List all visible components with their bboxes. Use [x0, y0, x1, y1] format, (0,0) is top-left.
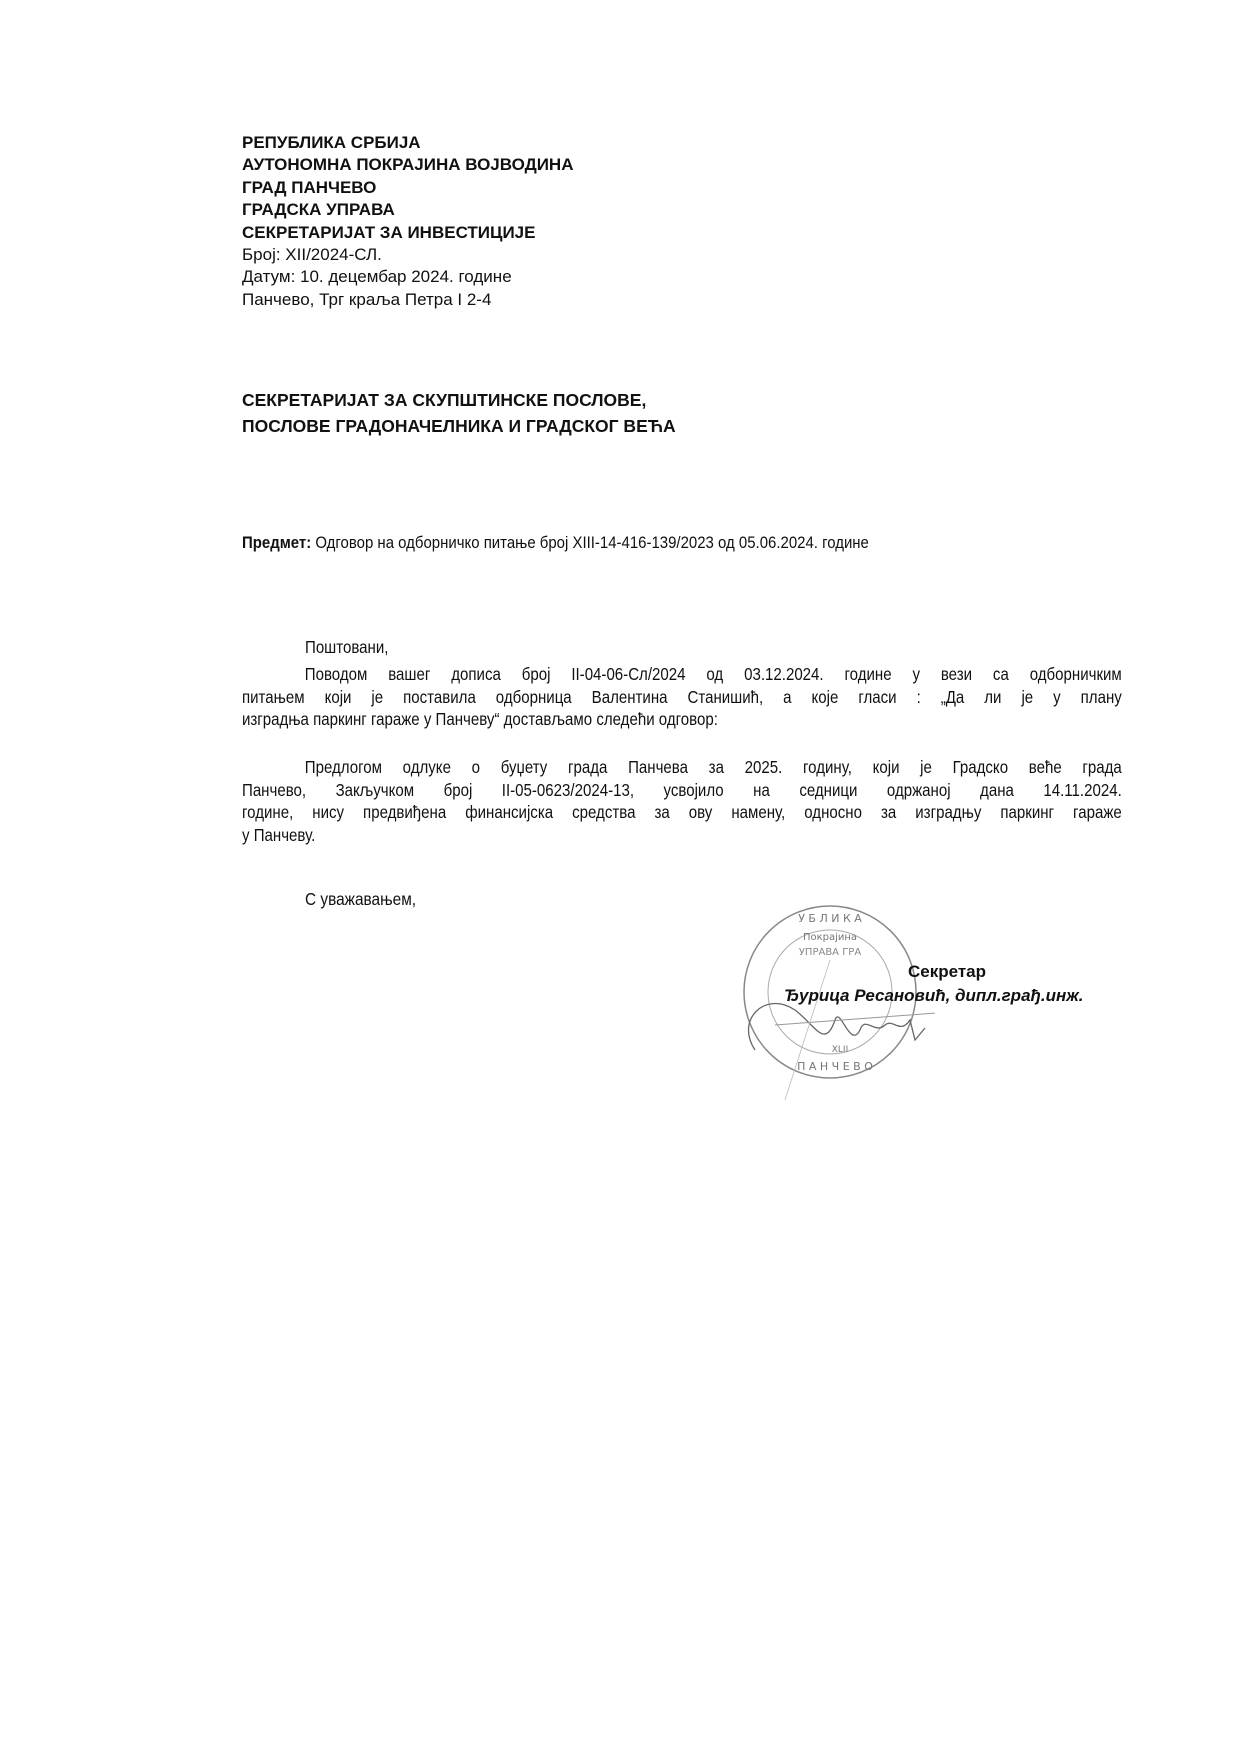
greeting: Поштовани, [305, 637, 389, 657]
subject-line [242, 533, 869, 553]
svg-text:Покрајина: Покрајина [802, 932, 858, 943]
letterhead-line: СЕКРЕТАРИЈАТ ЗА ИНВЕСТИЦИЈЕ [242, 222, 536, 242]
document-number: Број: XII/2024-СЛ. [242, 245, 382, 265]
paragraph-line: Предлогом одлуке о буџету града Панчева за 2025. годину, који је Градско веће града [304, 757, 1122, 777]
document-address: Панчево, Трг краља Петра I 2-4 [242, 289, 492, 309]
letterhead-line: РЕПУБЛИКА СРБИЈА [242, 133, 421, 152]
paragraph-line: Панчево, Закључком број II-05-0623/2024-13, усвојило на седници одржаној дана 14.11.2024. [242, 779, 1122, 800]
svg-text:XLII: XLII [831, 1045, 849, 1055]
letterhead-line: ГРАДСКА УПРАВА [242, 200, 395, 220]
signatory-name: Ђурица Ресановић, дипл.грађ.инж. [784, 986, 1084, 1005]
paragraph-line: године, нису предвиђена финансијска средства за ову намену, односно за изградњу паркинг гараже [242, 802, 1122, 822]
paragraph-line: изградња паркинг гараже у Панчеву“ достављамо следећи одговор: [242, 709, 718, 729]
recipient-line: ПОСЛОВЕ ГРАДОНАЧЕЛНИКА И ГРАДСКОГ ВЕЋА [242, 416, 676, 436]
paragraph-line: питањем који је поставила одборница Валентина Станишић, а које гласи : „Да ли је у плану [242, 686, 1122, 707]
letterhead [242, 132, 573, 311]
paragraph-line: у Панчеву. [242, 824, 316, 845]
svg-text:П А Н Ч Е В О: П А Н Ч Е В О [797, 1060, 873, 1073]
closing: С уважавањем, [305, 889, 417, 909]
subject-label: Предмет: [242, 533, 312, 552]
letterhead-line: ГРАД ПАНЧЕВО [242, 177, 377, 197]
paragraph-line: Поводом вашег дописа број II-04-06-Сл/2024 од 03.12.2024. године у вези са одборничким [304, 664, 1122, 684]
paragraph-2 [242, 756, 1122, 846]
recipient-line: СЕКРЕТАРИЈАТ ЗА СКУПШТИНСКЕ ПОСЛОВЕ, [242, 390, 647, 410]
official-stamp-image [735, 900, 935, 1120]
paragraph-1 [242, 663, 1122, 731]
document-date: Датум: 10. децембар 2024. године [242, 267, 512, 287]
svg-text:У Б Л И К А: У Б Л И К А [798, 912, 862, 925]
svg-text:УПРАВА ГРА: УПРАВА ГРА [798, 947, 862, 958]
letterhead-line: АУТОНОМНА ПОКРАЈИНА ВОЈВОДИНА [242, 155, 574, 175]
recipient [242, 387, 676, 439]
signatory-title: Секретар [908, 962, 987, 981]
subject-text: Одговор на одборничко питање број XIII-14-416-139/2023 од 05.06.2024. године [311, 533, 869, 552]
